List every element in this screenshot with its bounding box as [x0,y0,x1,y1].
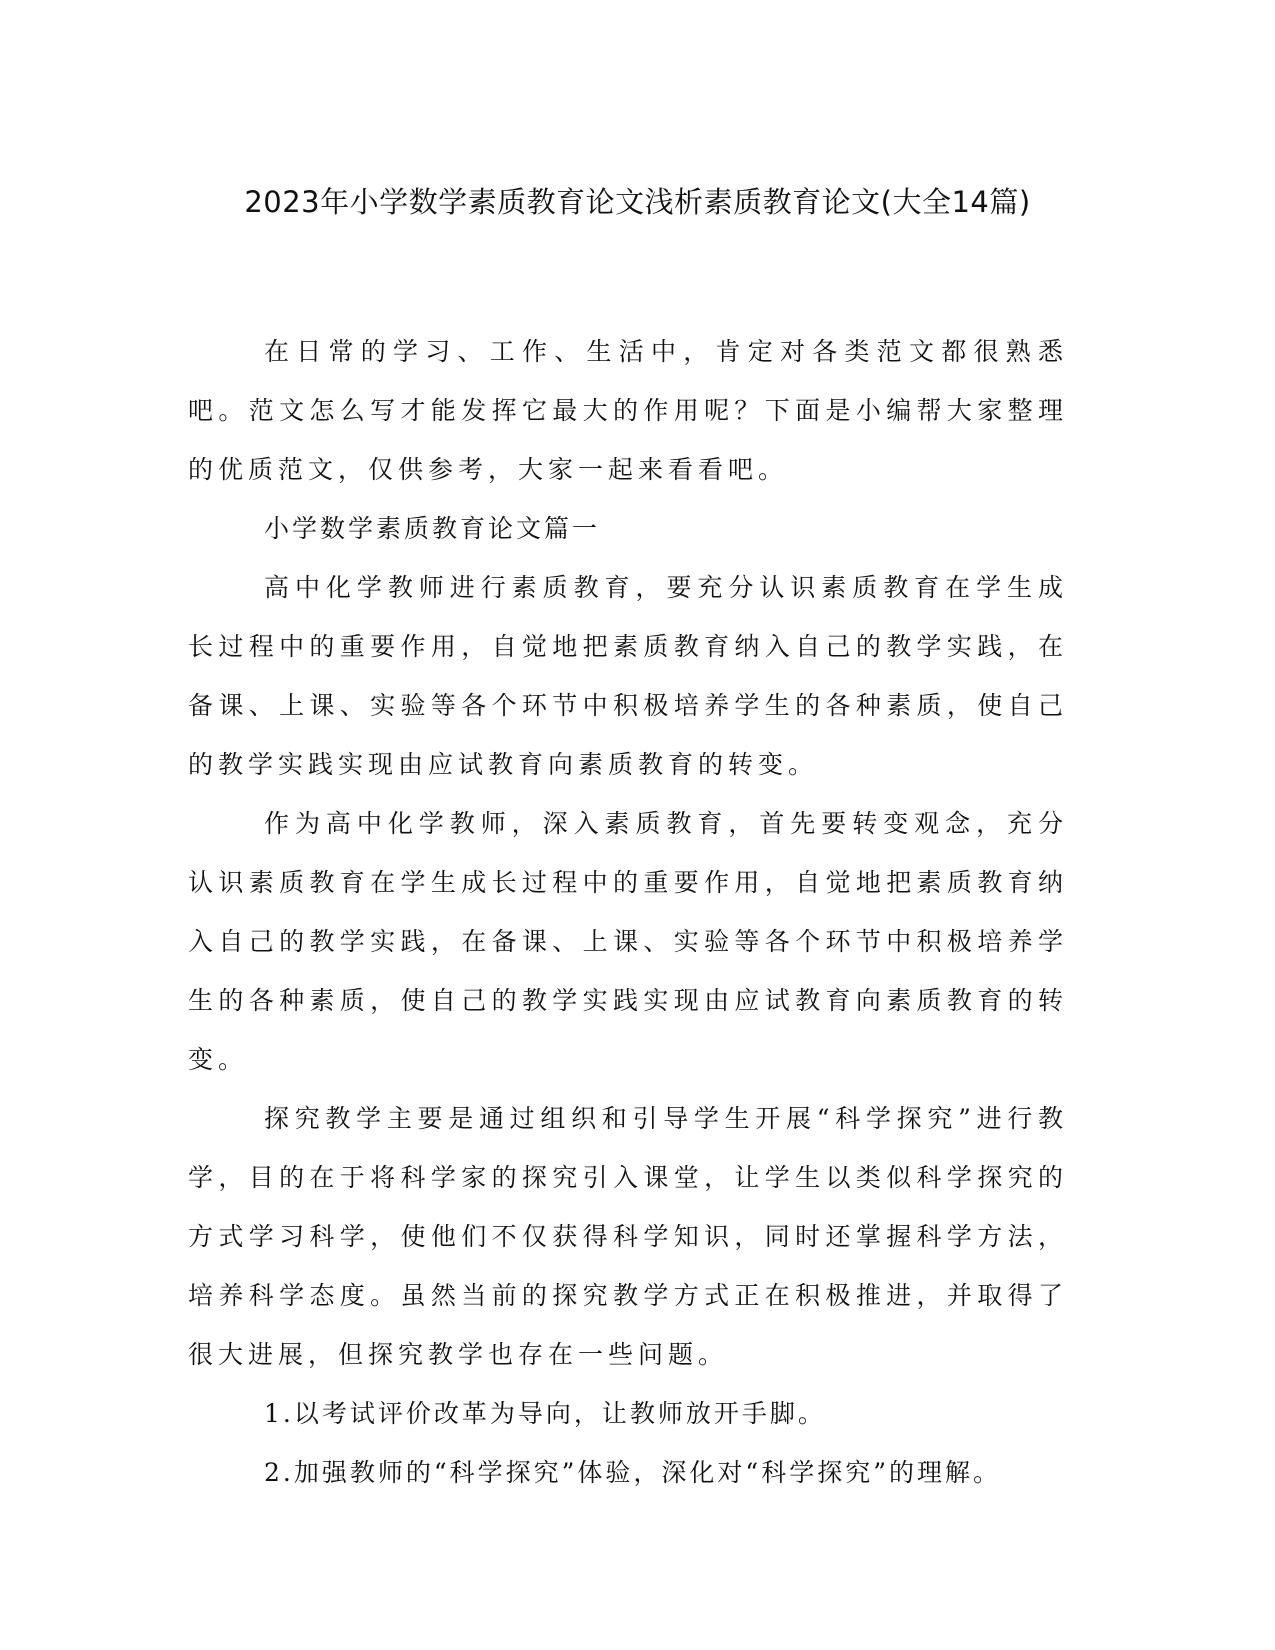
body-paragraph: 探究教学主要是通过组织和引导学生开展“科学探究”进行教学，目的在于将科学家的探究引入课堂，让学生以类似科学探究的方式学习科学，使他们不仅获得科学知识，同时还掌握科学方法，培养科学态度。虽然当前的探究教学方式正在积极推进，并取得了很大进展，但探究教学也存在一些问题。 [188,1104,1068,1369]
body-paragraph: 作为高中化学教师，深入素质教育，首先要转变观念，充分认识素质教育在学生成长过程中的重要作用，自觉地把素质教育纳入自己的教学实践，在备课、上课、实验等各个环节中积极培养学生的各种素质，使自己的教学实践实现由应试教育向素质教育的转变。 [188,809,1068,1074]
list-item: 2.加强教师的“科学探究”体验，深化对“科学探究”的理解。 [264,1458,1001,1487]
intro-paragraph: 在日常的学习、工作、生活中，肯定对各类范文都很熟悉吧。范文怎么写才能发挥它最大的作用呢？下面是小编帮大家整理的优质范文，仅供参考，大家一起来看看吧。 [188,337,1068,484]
section-heading: 小学数学素质教育论文篇一 [264,514,601,543]
body-paragraph: 高中化学教师进行素质教育，要充分认识素质教育在学生成长过程中的重要作用，自觉地把素质教育纳入自己的教学实践，在备课、上课、实验等各个环节中积极培养学生的各种素质，使自己的教学实践实现由应试教育向素质教育的转变。 [188,573,1068,779]
list-item: 1.以考试评价改革为导向，让教师放开手脚。 [264,1399,826,1428]
document-title: 2023年小学数学素质教育论文浅析素质教育论文(大全14篇) [244,185,1031,219]
document-body [188,322,1068,1502]
